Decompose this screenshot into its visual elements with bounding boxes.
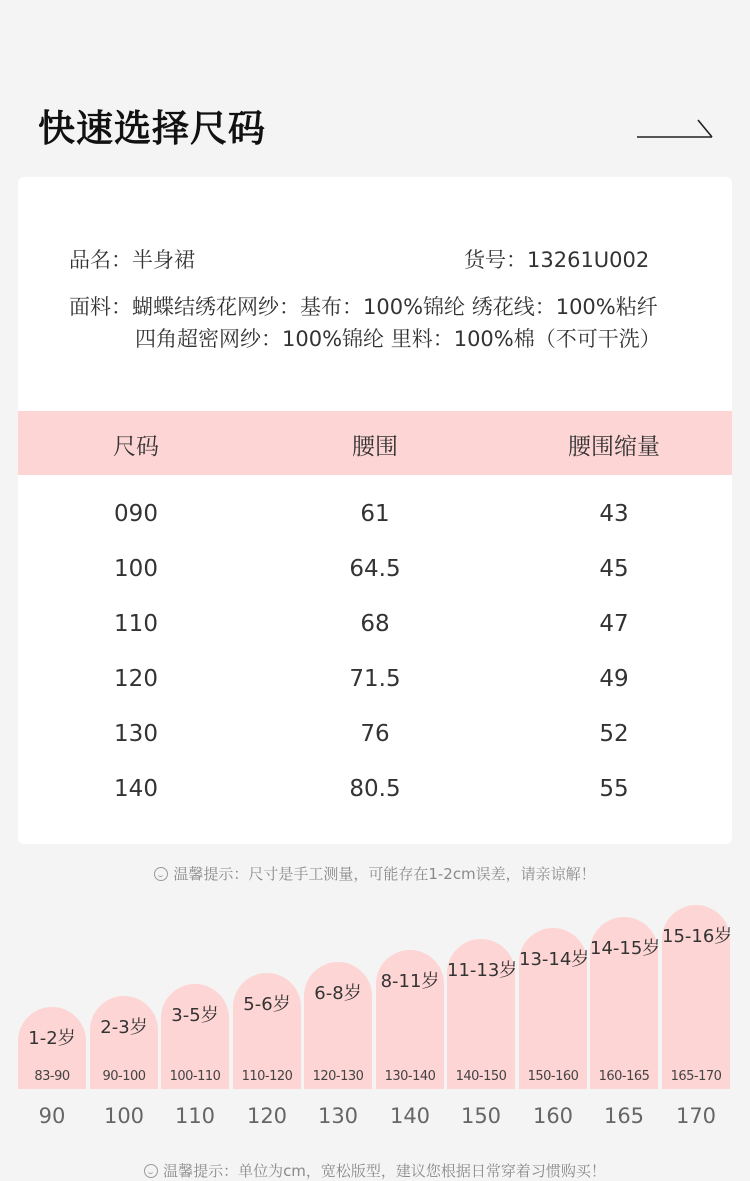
fabric-value-1: 蝴蝶结绣花网纱：基布：100%锦纶 绣花线：100%粘纤 bbox=[132, 295, 658, 319]
sku-value: 13261U002 bbox=[527, 248, 650, 272]
table-row bbox=[18, 776, 732, 816]
cell-waist-relaxed: 55 bbox=[599, 776, 629, 802]
table-row bbox=[18, 721, 732, 761]
age-label: 13-14岁 bbox=[519, 949, 590, 970]
height-range-label: 83-90 bbox=[34, 1069, 70, 1084]
cell-waist: 68 bbox=[360, 611, 390, 637]
height-bar bbox=[376, 950, 444, 1089]
table-row bbox=[18, 666, 732, 706]
cell-size: 130 bbox=[114, 721, 158, 747]
height-range-label: 140-150 bbox=[455, 1069, 507, 1084]
age-label: 6-8岁 bbox=[314, 983, 362, 1004]
age-label: 11-13岁 bbox=[447, 960, 518, 981]
height-bar bbox=[18, 1007, 86, 1089]
height-bar bbox=[590, 917, 661, 1089]
size-card bbox=[18, 177, 732, 844]
cell-size: 120 bbox=[114, 666, 158, 692]
table-row bbox=[18, 556, 732, 596]
size-label: 140 bbox=[389, 1104, 431, 1128]
fabric-line-2: 四角超密网纱：100%锦纶 里料：100%棉（不可干洗） bbox=[135, 327, 661, 351]
height-range-label: 165-170 bbox=[670, 1069, 722, 1084]
height-range-label: 160-165 bbox=[598, 1069, 650, 1084]
cell-waist-relaxed: 47 bbox=[599, 611, 629, 637]
size-label: 120 bbox=[246, 1104, 288, 1128]
measure-tip bbox=[0, 863, 750, 884]
smile-icon bbox=[154, 867, 168, 881]
name-value: 半身裙 bbox=[132, 248, 195, 272]
height-range-label: 150-160 bbox=[527, 1069, 579, 1084]
product-name bbox=[69, 244, 195, 274]
column-header-waist: 腰围 bbox=[352, 434, 398, 460]
cell-waist: 80.5 bbox=[349, 776, 401, 802]
size-label: 100 bbox=[103, 1104, 145, 1128]
smile-icon bbox=[144, 1164, 158, 1178]
table-header bbox=[18, 411, 732, 475]
height-bar bbox=[161, 984, 229, 1089]
height-bar bbox=[90, 996, 158, 1089]
cell-waist: 64.5 bbox=[349, 556, 401, 582]
measure-tip-text: 温馨提示：尺寸是手工测量，可能存在1-2cm误差，请亲谅解！ bbox=[173, 865, 596, 883]
age-label: 8-11岁 bbox=[380, 971, 440, 992]
size-label: 150 bbox=[460, 1104, 502, 1128]
fabric-line-1 bbox=[69, 291, 658, 321]
size-label: 130 bbox=[317, 1104, 359, 1128]
age-label: 2-3岁 bbox=[100, 1017, 148, 1038]
height-range-label: 120-130 bbox=[312, 1069, 364, 1084]
unit-tip-text: 温馨提示：单位为cm，宽松版型，建议您根据日常穿着习惯购买！ bbox=[163, 1162, 606, 1180]
height-range-label: 110-120 bbox=[241, 1069, 293, 1084]
table-row bbox=[18, 501, 732, 541]
height-bar bbox=[447, 939, 518, 1089]
age-label: 5-6岁 bbox=[243, 994, 291, 1015]
size-label: 90 bbox=[38, 1104, 66, 1128]
age-label: 14-15岁 bbox=[590, 938, 661, 959]
cell-waist-relaxed: 43 bbox=[599, 501, 629, 527]
cell-waist: 61 bbox=[360, 501, 390, 527]
cell-waist-relaxed: 45 bbox=[599, 556, 629, 582]
fabric-label: 面料： bbox=[69, 295, 132, 319]
height-range-label: 90-100 bbox=[102, 1069, 146, 1084]
height-bar bbox=[233, 973, 301, 1089]
height-range-label: 100-110 bbox=[169, 1069, 221, 1084]
height-bar bbox=[662, 905, 733, 1089]
column-header-waist-relaxed: 腰围缩量 bbox=[568, 434, 660, 460]
name-label: 品名： bbox=[69, 248, 132, 272]
page-title: 快速选择尺码 bbox=[38, 107, 266, 150]
cell-waist-relaxed: 52 bbox=[599, 721, 629, 747]
height-range-label: 130-140 bbox=[384, 1069, 436, 1084]
cell-size: 090 bbox=[114, 501, 158, 527]
age-label: 3-5岁 bbox=[171, 1005, 219, 1026]
size-label: 170 bbox=[675, 1104, 717, 1128]
size-label: 110 bbox=[174, 1104, 216, 1128]
product-sku bbox=[464, 244, 649, 274]
cell-size: 100 bbox=[114, 556, 158, 582]
size-label: 160 bbox=[532, 1104, 574, 1128]
column-header-size: 尺码 bbox=[113, 434, 159, 460]
height-bar bbox=[304, 962, 372, 1089]
cell-size: 110 bbox=[114, 611, 158, 637]
arrow-right-icon bbox=[636, 118, 716, 140]
cell-size: 140 bbox=[114, 776, 158, 802]
table-row bbox=[18, 611, 732, 651]
cell-waist: 71.5 bbox=[349, 666, 401, 692]
age-label: 15-16岁 bbox=[662, 926, 733, 947]
sku-label: 货号： bbox=[464, 248, 527, 272]
size-label: 165 bbox=[603, 1104, 645, 1128]
height-bar bbox=[519, 928, 590, 1089]
cell-waist-relaxed: 49 bbox=[599, 666, 629, 692]
age-label: 1-2岁 bbox=[28, 1028, 76, 1049]
cell-waist: 76 bbox=[360, 721, 390, 747]
